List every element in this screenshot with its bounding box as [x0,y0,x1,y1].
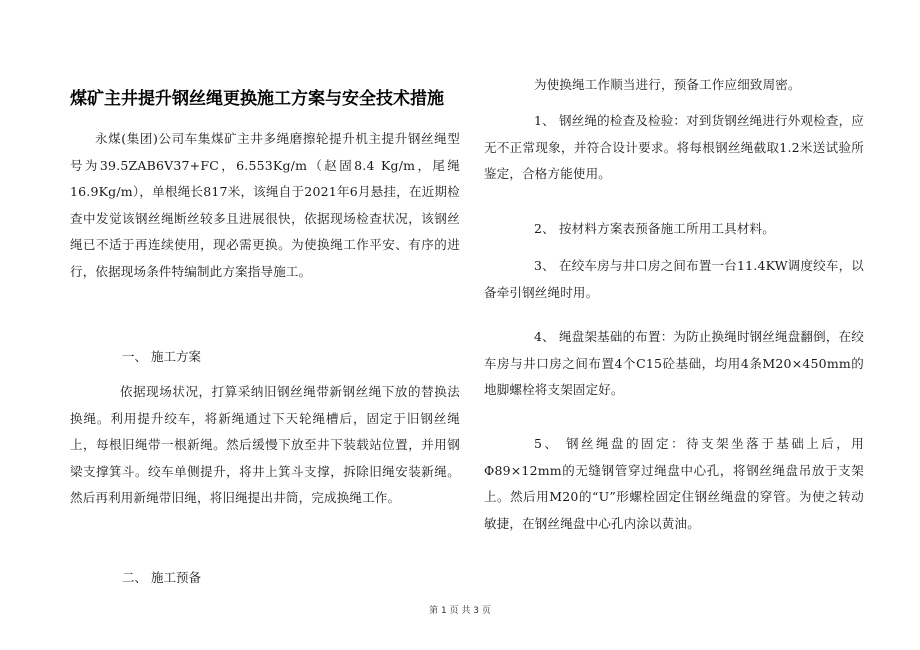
intro-paragraph: 永煤(集团)公司车集煤矿主井多绳磨擦轮提升机主提升钢丝绳型号为39.5ZAB6V37+FC，6.553Kg/m（赵固8.4 Kg/m，尾绳16.9Kg/m），单根绳长817米，该绳自于2021年6月悬挂，在近期检查中发觉该钢丝绳断丝较多且进展很快，依据现场检查状况，该钢丝绳已不适于再连续使用，现必需更换。为使换绳工作平安、有序的进行，依据现场条件特编制此方案指导施工。 [70,131,460,279]
prep-intro: 为使换绳工作顺当进行，预备工作应细致周密。 [534,77,801,92]
prep-item-4: 4、 绳盘架基础的布置：为防止换绳时钢丝绳盘翻倒，在绞车房与井口房之间布置4个C15砼基础，均用4条M20×450mm的地脚螺栓将支架固定好。 [484,329,864,397]
section-2-heading: 二、 施工预备 [122,570,201,585]
page-footer: 第 1 页 共 3 页 [429,606,491,616]
document-title: 煤矿主井提升钢丝绳更换施工方案与安全技术措施 [70,89,444,109]
prep-item-1: 1、 钢丝绳的检查及检验：对到货钢丝绳进行外观检查，应无不正常现象，并符合设计要求。将每根钢丝绳截取1.2米送试验所鉴定，合格方能使用。 [484,113,864,181]
prep-item-3: 3、 在绞车房与井口房之间布置一台11.4KW调度绞车，以备牵引钢丝绳时用。 [484,258,864,300]
prep-item-2: 2、 按材料方案表预备施工所用工具材料。 [534,221,775,236]
prep-item-5: 5、 钢丝绳盘的固定：待支架坐落于基础上后，用Φ89×12mm的无缝钢管穿过绳盘中心孔，将钢丝绳盘吊放于支架上。然后用M20的“U”形螺栓固定住钢丝绳盘的穿管。为使之转动敏捷，在钢丝绳盘中心孔内涂以黄油。 [484,436,864,531]
section-1-body: 依据现场状况，打算采纳旧钢丝绳带新钢丝绳下放的替换法换绳。利用提升绞车，将新绳通过下天轮绳槽后，固定于旧钢丝绳上，每根旧绳带一根新绳。然后缓慢下放至井下装载站位置，并用钢梁支撑箕斗。绞车单侧提升，将井上箕斗支撑，拆除旧绳安装新绳。然后再利用新绳带旧绳，将旧绳提出井筒，完成换绳工作。 [70,384,460,505]
section-1-heading: 一、 施工方案 [122,349,201,364]
